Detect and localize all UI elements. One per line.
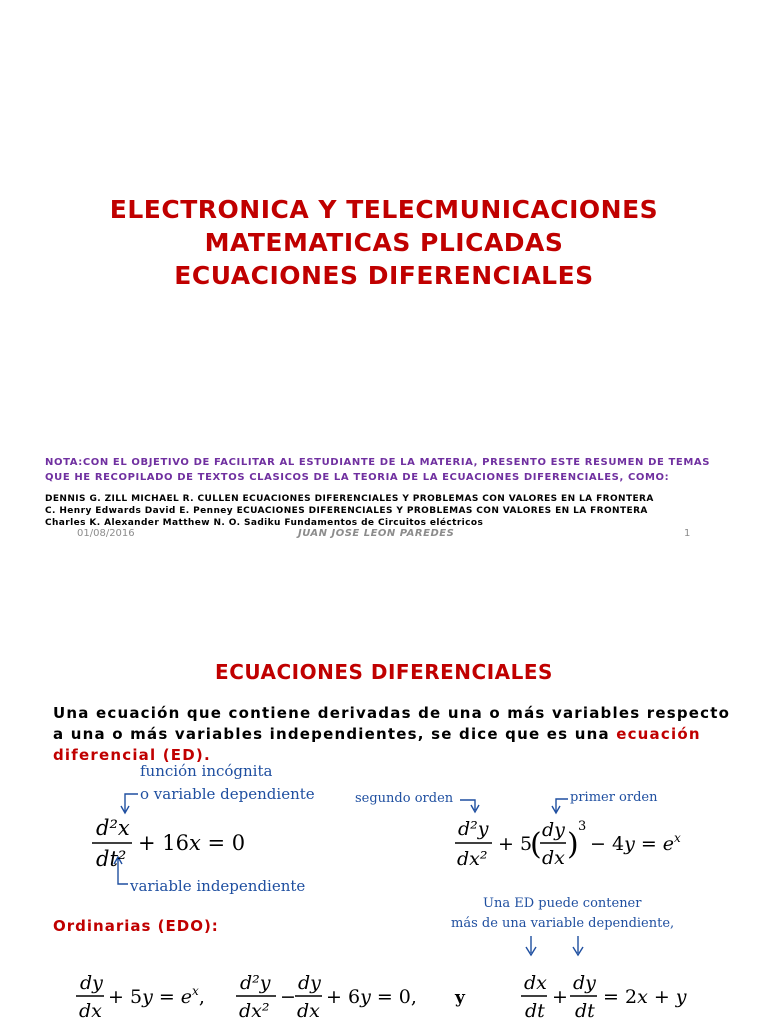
eq2-inner-num: dy (542, 819, 565, 841)
ode2-minus: − (280, 986, 296, 1008)
footer-page-number: 1 (684, 528, 691, 539)
equation-ode-2 (236, 972, 417, 1022)
sys-plus: + (552, 986, 568, 1008)
ode2-rest: + 6y = 0, (326, 986, 417, 1008)
connector-y: y (455, 988, 465, 1008)
eq2-inner-den: dx (542, 847, 565, 869)
equations-figure (0, 560, 768, 1024)
eq1-numerator: d²x (96, 816, 130, 840)
reference-3: Charles K. Alexander Matthew N. O. Sadiku Fundamentos de Circuitos eléctricos (45, 518, 484, 528)
section-title: ECUACIONES DIFERENCIALES (215, 660, 553, 684)
ode2-num2: dy (298, 972, 321, 994)
equation-second-order-x (92, 816, 245, 871)
ode1-num: dy (80, 972, 103, 994)
footer-date: 01/08/2016 (77, 528, 135, 539)
annotation-variable-independiente: variable independiente (130, 877, 306, 895)
annotation-puede-contener-1: Una ED puede contener (483, 896, 642, 911)
equation-system (521, 972, 687, 1022)
note-line-2: QUE HE RECOPILADO DE TEXTOS CLASICOS DE LA TEORIA DE LA ECUACIONES DIFERENCIALES, COMO: (45, 472, 670, 483)
footer-author: JUAN JOSE LEON PAREDES (298, 528, 455, 539)
eq2-rest: − $4y = e^x$ (590, 831, 681, 855)
eq2-plus5: + 5 (498, 833, 533, 855)
eq2-paren-close: ) (567, 827, 579, 862)
annotation-puede-contener-2: más de una variable dependiente, (451, 916, 675, 931)
ode2-den1: dx² (239, 1000, 270, 1022)
sys-rest: = 2x + y (603, 986, 687, 1008)
eq2-paren-open: ( (530, 827, 542, 862)
slide-2 (0, 560, 768, 1024)
sys-den1: dt (525, 1000, 545, 1022)
equation-nonlinear-y (455, 818, 681, 870)
annotation-arrows (114, 794, 583, 955)
note-line-1: NOTA:CON EL OBJETIVO DE FACILITAR AL ESTUDIANTE DE LA MATERIA, PRESENTO ESTE RESUMEN DE TEMAS (45, 457, 711, 468)
reference-2: C. Henry Edwards David E. Penney ECUACIONES DIFERENCIALES Y PROBLEMAS CON VALORES EN LA FRONTERA (45, 506, 648, 516)
equation-ode-1 (76, 972, 205, 1022)
sys-num1: dx (524, 972, 547, 994)
ode1-den: dx (79, 1000, 102, 1022)
title-line-2: MATEMATICAS PLICADAS (204, 228, 564, 257)
ordinarias-label: Ordinarias (EDO): (53, 917, 219, 935)
annotation-funcion-incognita: función incógnita (140, 762, 273, 780)
sys-den2: dt (575, 1000, 595, 1022)
eq2-numerator: d²y (458, 818, 489, 840)
title-line-3: ECUACIONES DIFERENCIALES (174, 261, 594, 290)
ode2-num1: d²y (240, 972, 271, 994)
eq2-exponent: 3 (578, 819, 587, 834)
eq1-rest: + 16x = 0 (138, 831, 246, 855)
annotation-segundo-orden: segundo orden (355, 791, 454, 806)
ode1-rest: + $5y = e^x$, (108, 984, 205, 1008)
annotation-variable-dependiente: o variable dependiente (140, 785, 315, 803)
reference-1: DENNIS G. ZILL MICHAEL R. CULLEN ECUACIONES DIFERENCIALES Y PROBLEMAS CON VALORES EN LA FRONTERA (45, 494, 654, 504)
ode2-den2: dx (297, 1000, 320, 1022)
definition-text: Una ecuación que contiene derivadas de una o más variables respecto a una o más variables independientes, se dice que es una (53, 704, 731, 743)
title-line-1: ELECTRONICA Y TELECMUNICACIONES (109, 195, 659, 224)
eq1-denominator: dt² (96, 847, 127, 871)
definition-highlight: ecuación diferencial (ED). (53, 725, 701, 764)
eq2-denominator: dx² (457, 848, 488, 870)
sys-num2: dy (573, 972, 596, 994)
annotation-primer-orden: primer orden (570, 790, 658, 805)
